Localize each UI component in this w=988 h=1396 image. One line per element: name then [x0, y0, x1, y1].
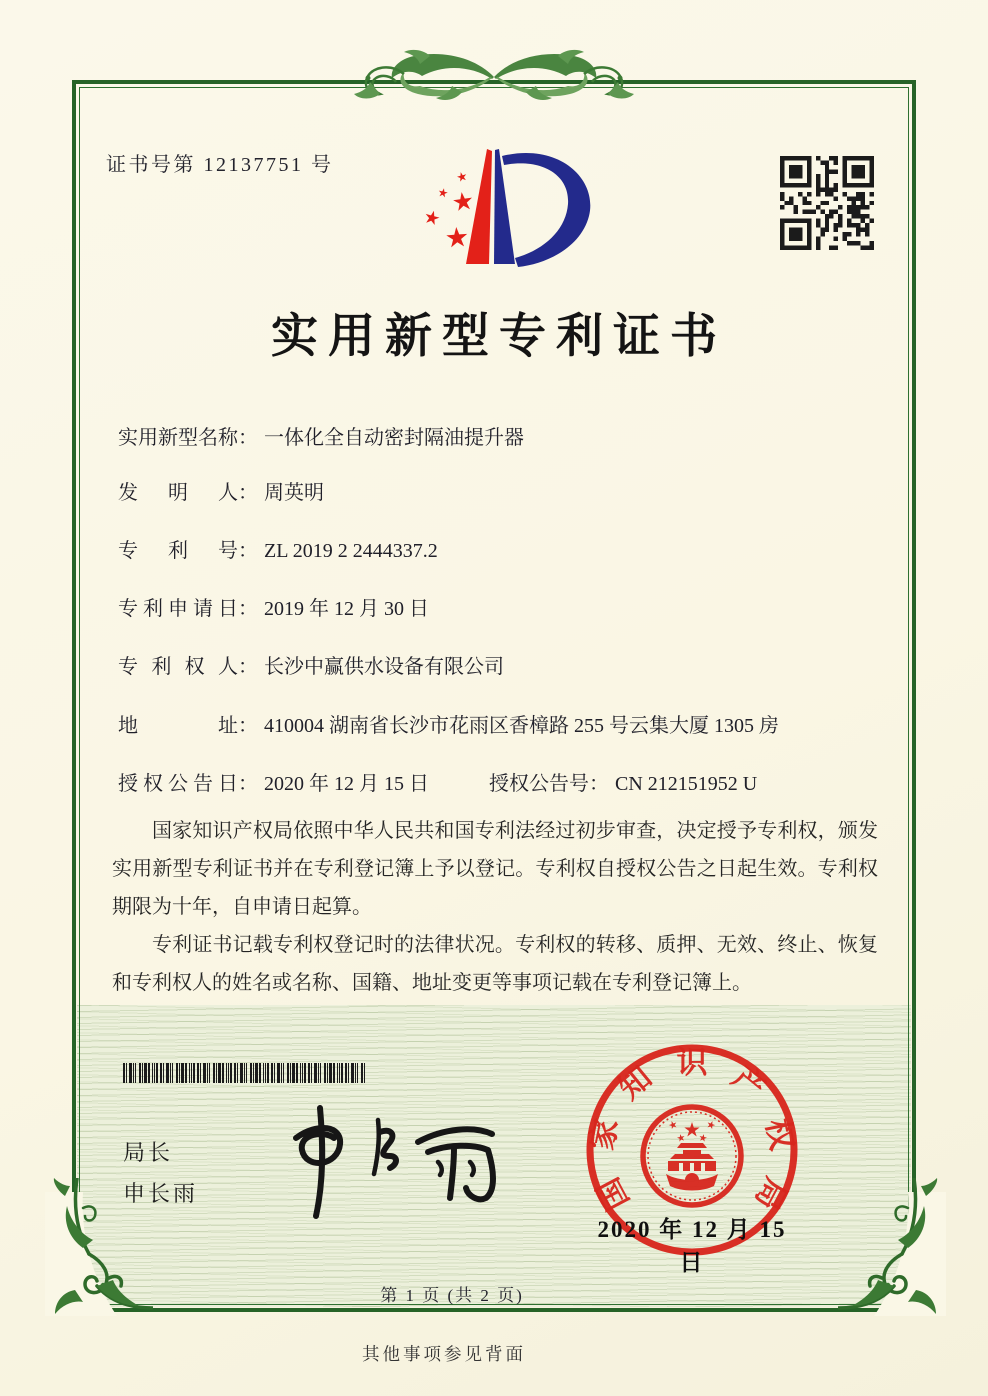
svg-text:知: 知	[612, 1059, 659, 1107]
field-value: 410004 湖南省长沙市花雨区香樟路 255 号云集大厦 1305 房	[264, 715, 779, 737]
colon: ：	[238, 715, 258, 737]
signature-block	[123, 1132, 198, 1214]
svg-text:识: 识	[676, 1045, 708, 1080]
field-row-patent-no	[118, 534, 438, 563]
field-label: 授权公告号	[489, 773, 589, 795]
field-row-filing-date	[118, 592, 429, 621]
field-value: ZL 2019 2 2444337.2	[264, 540, 438, 562]
field-label: 专利号	[118, 540, 238, 562]
svg-text:产: 产	[725, 1059, 772, 1107]
certificate-number: 证书号第 12137751 号	[106, 154, 334, 176]
legal-paragraph-1: 国家知识产权局依照中华人民共和国专利法经过初步审查，决定授予专利权，颁发实用新型专利证书并在专利登记簿上予以登记。专利权自授权公告之日起生效。专利权期限为十年，自申请日起算。	[112, 820, 878, 918]
patent-office-logo	[408, 146, 618, 271]
svg-text:国: 国	[590, 1172, 636, 1216]
field-row-name	[118, 421, 524, 450]
barcode	[123, 1063, 370, 1083]
national-emblem	[643, 1107, 741, 1205]
top-ornament	[344, 48, 644, 106]
colon: ：	[238, 656, 258, 678]
legal-paragraph-2: 专利证书记载专利权登记时的法律状况。专利权的转移、质押、无效、终止、恢复和专利权人的姓名或名称、国籍、地址变更等事项记载在专利登记簿上。	[112, 934, 878, 994]
field-label: 授权公告日	[118, 773, 238, 795]
grant-number-group	[489, 767, 757, 796]
field-label: 专利权人	[118, 656, 238, 678]
back-note: 其他事项参见背面	[362, 1344, 526, 1364]
field-value: 长沙中赢供水设备有限公司	[264, 656, 504, 678]
colon: ：	[238, 540, 258, 562]
director-title: 局长	[123, 1140, 174, 1165]
field-row-address	[118, 709, 779, 738]
qr-code	[780, 156, 874, 250]
certificate-title: 实用新型专利证书	[271, 311, 727, 363]
field-value: 一体化全自动密封隔油提升器	[264, 427, 524, 449]
logo-blue-stem	[494, 149, 515, 264]
field-label: 专利申请日	[118, 598, 238, 620]
svg-text:家: 家	[584, 1115, 625, 1154]
field-value: 周英明	[264, 482, 324, 504]
logo-red-stripe	[466, 149, 492, 264]
svg-text:局: 局	[748, 1172, 794, 1216]
logo-stars	[424, 171, 474, 248]
field-row-grant	[118, 767, 758, 796]
svg-text:权: 权	[759, 1115, 800, 1154]
colon: ：	[238, 427, 258, 449]
field-row-patentee	[118, 650, 504, 679]
logo-blue-bowl	[502, 153, 590, 267]
field-label: 实用新型名称	[118, 427, 238, 449]
field-label: 地址	[118, 715, 238, 737]
colon: ：	[238, 482, 258, 504]
legal-text	[112, 812, 878, 1002]
seal-date: 2020 年 12 月 15 日	[597, 1217, 787, 1275]
field-label: 发明人	[118, 482, 238, 504]
field-value: 2019 年 12 月 30 日	[264, 598, 429, 620]
field-value: 2020 年 12 月 15 日	[264, 773, 429, 795]
director-name: 申长雨	[123, 1181, 199, 1206]
colon: ：	[238, 773, 258, 795]
colon: ：	[589, 773, 609, 795]
colon: ：	[238, 598, 258, 620]
signature-script	[268, 1098, 498, 1223]
field-value: CN 212151952 U	[615, 773, 758, 795]
field-row-inventor	[118, 476, 324, 505]
page-number: 第 1 页 (共 2 页)	[380, 1286, 524, 1305]
